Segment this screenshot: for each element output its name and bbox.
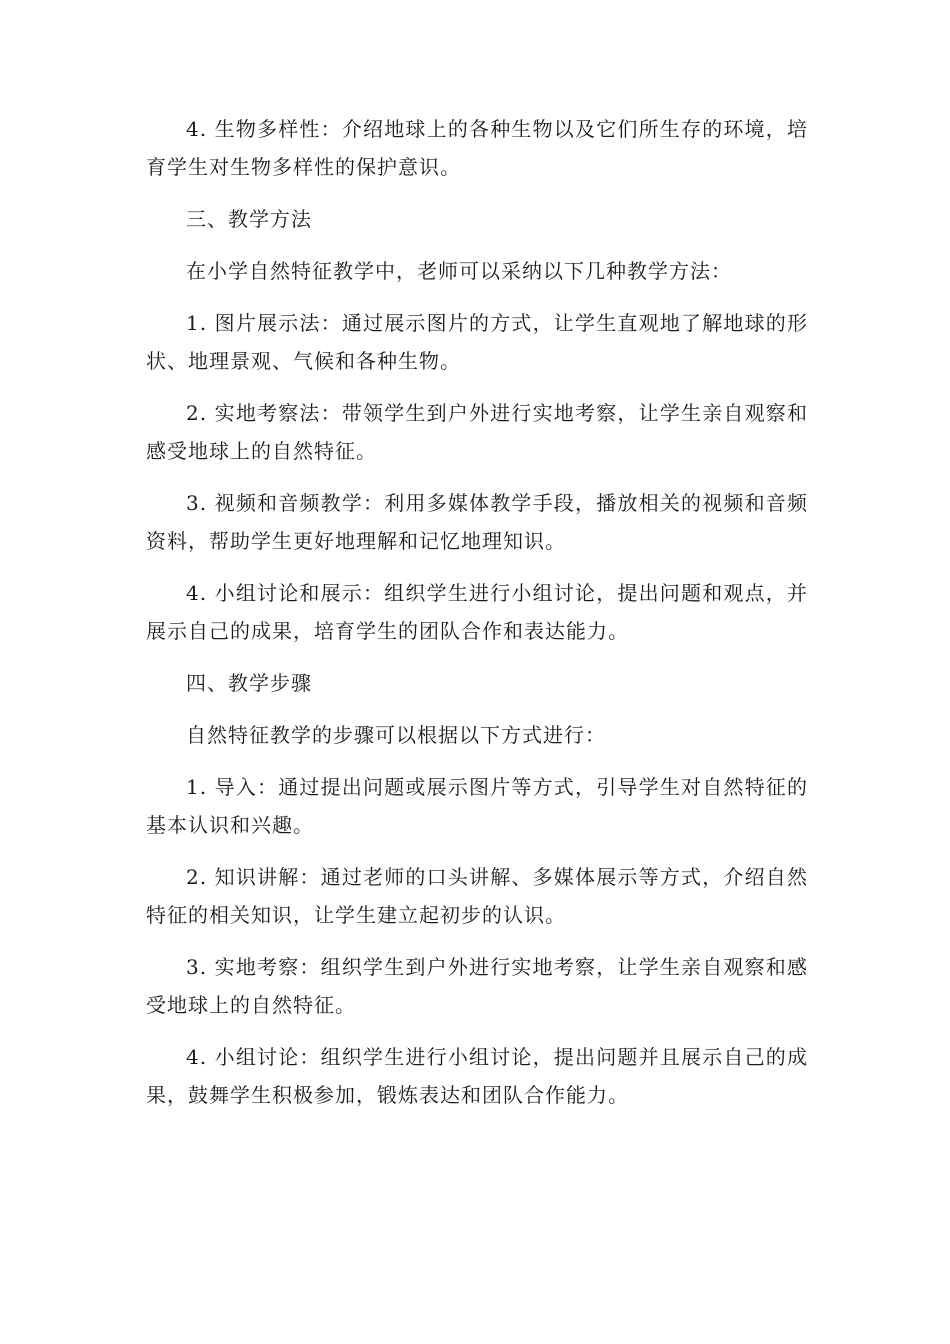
section-heading-teaching-methods: 三、教学方法	[186, 207, 312, 231]
document-body	[146, 110, 808, 1128]
paragraph-method-pictures: 1. 图片展示法：通过展示图片的方式，让学生直观地了解地球的形状、地理景观、气候和各种生物。	[146, 311, 808, 373]
paragraph-biodiversity: 4. 生物多样性：介绍地球上的各种生物以及它们所生存的环境，培育学生对生物多样性的保护意识。	[146, 117, 808, 179]
paragraph-step-knowledge: 2. 知识讲解：通过老师的口头讲解、多媒体展示等方式，介绍自然特征的相关知识，让学生建立起初步的认识。	[146, 865, 808, 927]
paragraph-method-multimedia: 3. 视频和音频教学：利用多媒体教学手段，播放相关的视频和音频资料，帮助学生更好地理解和记忆地理知识。	[146, 491, 808, 553]
paragraph-step-field-trip: 3. 实地考察：组织学生到户外进行实地考察，让学生亲自观察和感受地球上的自然特征。	[146, 955, 808, 1017]
paragraph-step-group-discussion: 4. 小组讨论：组织学生进行小组讨论，提出问题并且展示自己的成果，鼓舞学生积极参加，锻炼表达和团队合作能力。	[146, 1045, 808, 1107]
paragraph-steps-intro: 自然特征教学的步骤可以根据以下方式进行：	[186, 723, 606, 747]
section-heading-teaching-steps: 四、教学步骤	[186, 671, 312, 695]
paragraph-method-field-trip: 2. 实地考察法：带领学生到户外进行实地考察，让学生亲自观察和感受地球上的自然特征。	[146, 401, 808, 463]
paragraph-method-group-discussion: 4. 小组讨论和展示：组织学生进行小组讨论，提出问题和观点，并展示自己的成果，培育学生的团队合作和表达能力。	[146, 581, 808, 643]
paragraph-methods-intro: 在小学自然特征教学中，老师可以采纳以下几种教学方法：	[186, 259, 732, 283]
paragraph-step-introduction: 1. 导入：通过提出问题或展示图片等方式，引导学生对自然特征的基本认识和兴趣。	[146, 775, 808, 837]
